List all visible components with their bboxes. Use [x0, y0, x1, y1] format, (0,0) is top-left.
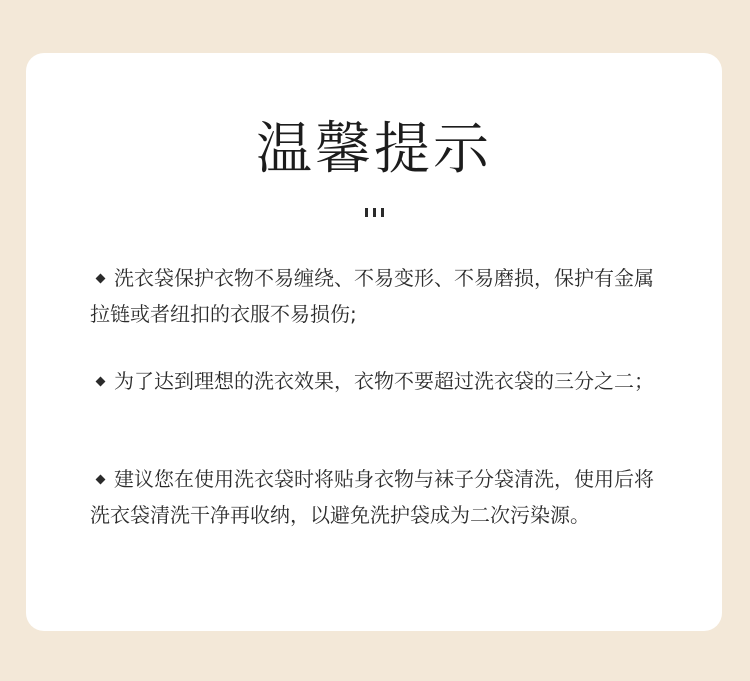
divider-tick [373, 208, 376, 217]
diamond-bullet-icon [96, 474, 106, 484]
tips-card [26, 53, 722, 631]
tip-text: 为了达到理想的洗衣效果，衣物不要超过洗衣袋的三分之二； [114, 369, 654, 393]
tip-item [90, 260, 670, 332]
diamond-bullet-icon [96, 273, 106, 283]
diamond-bullet-icon [96, 376, 106, 386]
tip-item [90, 461, 670, 533]
tip-item [90, 363, 670, 399]
tip-text: 建议您在使用洗衣袋时将贴身衣物与袜子分袋清洗，使用后将洗衣袋清洗干净再收纳，以避免洗护袋成为二次污染源。 [90, 467, 654, 527]
page-title: 温馨提示 [256, 117, 492, 182]
tip-text: 洗衣袋保护衣物不易缠绕、不易变形、不易磨损，保护有金属拉链或者纽扣的衣服不易损伤; [90, 266, 654, 326]
divider-tick [381, 208, 384, 217]
divider-mark [365, 208, 385, 217]
divider-tick [365, 208, 368, 217]
